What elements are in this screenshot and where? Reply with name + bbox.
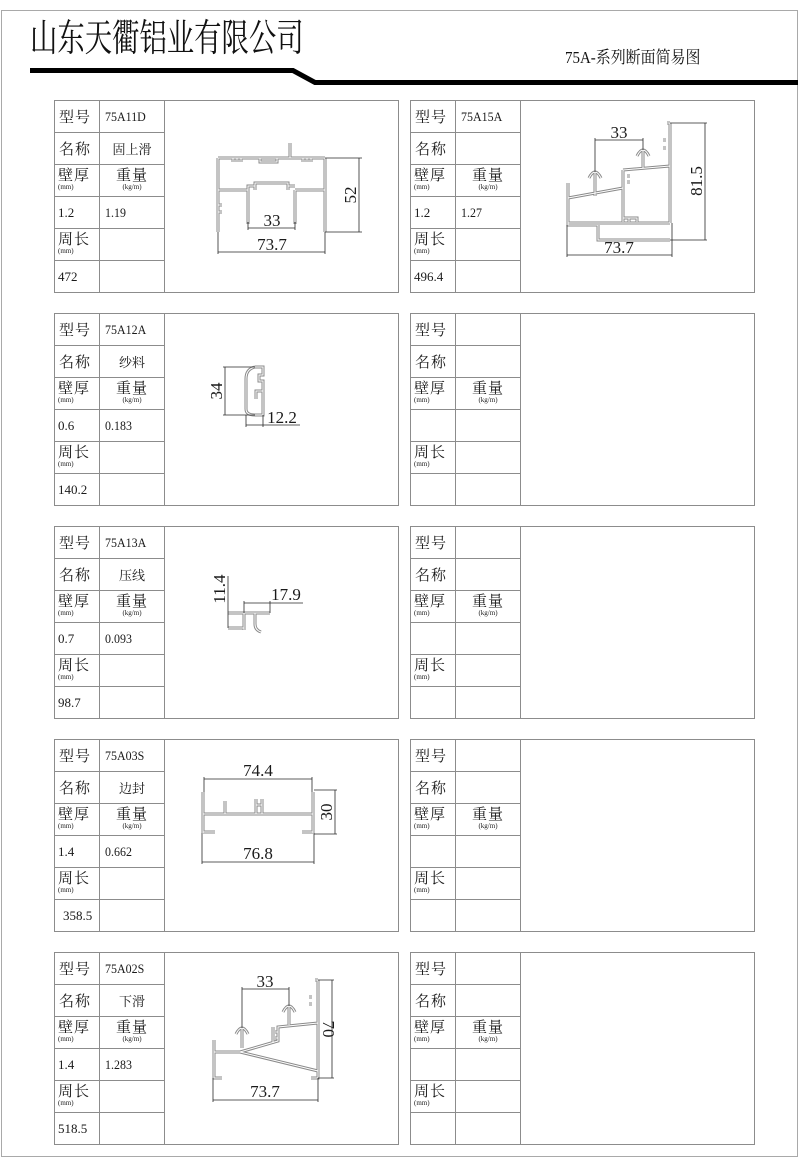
profile-card-empty xyxy=(410,313,744,506)
name-value xyxy=(456,985,521,1017)
wall-thickness-label: 壁厚 (mm) xyxy=(55,804,100,836)
wall-thickness-value: 1.2 xyxy=(55,197,100,229)
dim-height: 52 xyxy=(341,186,360,204)
empty-cell xyxy=(456,1113,521,1145)
wall-thickness-value: 1.2 xyxy=(411,197,456,229)
series-subtitle: 75A-系列断面简易图 xyxy=(565,48,701,67)
model-value: 75A02S xyxy=(100,953,160,985)
name-value xyxy=(456,559,521,591)
wall-thickness-value xyxy=(411,410,456,442)
name-value xyxy=(456,772,521,804)
model-label: 型号 xyxy=(55,314,100,346)
dim-inner-width: 33 xyxy=(263,211,281,230)
dim-width: 12.2 xyxy=(267,408,297,427)
weight-label: 重量 (kg/m) xyxy=(456,165,521,197)
perimeter-value: 140.2 xyxy=(55,474,100,506)
weight-value: 0.093 xyxy=(100,623,160,655)
perimeter-value: 518.5 xyxy=(55,1113,100,1145)
dim-height: 81.5 xyxy=(687,166,706,196)
wall-thickness-value: 0.7 xyxy=(55,623,100,655)
profile-card-75a13a xyxy=(54,526,388,719)
name-label: 名称 xyxy=(55,559,100,591)
wall-thickness-label: 壁厚 (mm) xyxy=(55,1017,100,1049)
name-label: 名称 xyxy=(55,772,100,804)
model-label: 型号 xyxy=(55,953,100,985)
weight-value xyxy=(456,623,516,655)
section-drawing-cell xyxy=(521,953,755,1145)
section-drawing-75a12a xyxy=(155,313,388,506)
model-label: 型号 xyxy=(411,953,456,985)
name-value: 压线 xyxy=(100,559,165,591)
perimeter-label: 周长 (mm) xyxy=(55,868,100,900)
empty-cell xyxy=(456,655,521,687)
dim-height: 30 xyxy=(317,803,336,821)
perimeter-label: 周长 (mm) xyxy=(411,868,456,900)
profile-card-empty xyxy=(410,952,744,1145)
wall-thickness-label: 壁厚 (mm) xyxy=(55,591,100,623)
section-drawing-cell xyxy=(521,740,755,932)
weight-value: 1.283 xyxy=(100,1049,160,1081)
perimeter-label: 周长 (mm) xyxy=(55,655,100,687)
weight-label: 重量 (kg/m) xyxy=(100,591,165,623)
model-value: 75A11D xyxy=(100,101,160,133)
empty-cell xyxy=(456,1081,521,1113)
model-label: 型号 xyxy=(411,527,456,559)
name-value: 纱料 xyxy=(100,346,165,378)
perimeter-value xyxy=(411,474,456,506)
dim-inner-width: 33 xyxy=(256,972,274,991)
model-value xyxy=(456,953,516,985)
model-value: 75A13A xyxy=(100,527,160,559)
model-value xyxy=(456,740,516,772)
empty-cell xyxy=(456,687,521,719)
dim-width: 73.7 xyxy=(604,238,634,257)
name-label: 名称 xyxy=(55,346,100,378)
perimeter-label: 周长 (mm) xyxy=(55,229,100,261)
name-value: 边封 xyxy=(100,772,165,804)
model-label: 型号 xyxy=(411,314,456,346)
wall-thickness-value: 1.4 xyxy=(55,1049,100,1081)
section-drawing-cell xyxy=(521,527,755,719)
profile-card-75a11d xyxy=(54,100,388,293)
model-label: 型号 xyxy=(55,101,100,133)
empty-cell xyxy=(456,474,521,506)
perimeter-label: 周长 (mm) xyxy=(55,442,100,474)
name-label: 名称 xyxy=(411,985,456,1017)
dim-width: 73.7 xyxy=(250,1082,280,1101)
profile-card-75a03s xyxy=(54,739,388,932)
dim-height: 34 xyxy=(207,382,226,400)
perimeter-value: 472 xyxy=(55,261,100,293)
name-label: 名称 xyxy=(411,772,456,804)
company-title: 山东天衢铝业有限公司 xyxy=(30,16,304,60)
weight-label: 重量 (kg/m) xyxy=(100,378,165,410)
wall-thickness-label: 壁厚 (mm) xyxy=(411,378,456,410)
weight-value: 1.19 xyxy=(100,197,160,229)
wall-thickness-label: 壁厚 (mm) xyxy=(411,1017,456,1049)
wall-thickness-label: 壁厚 (mm) xyxy=(411,591,456,623)
model-value: 75A15A xyxy=(456,101,516,133)
name-label: 名称 xyxy=(411,559,456,591)
dim-inner-width: 33 xyxy=(610,123,628,142)
weight-value: 1.27 xyxy=(456,197,516,229)
weight-label: 重量 (kg/m) xyxy=(456,804,521,836)
section-drawing-75a13a xyxy=(155,526,388,719)
perimeter-value xyxy=(411,900,456,932)
empty-cell xyxy=(456,442,521,474)
name-label: 名称 xyxy=(411,346,456,378)
model-label: 型号 xyxy=(55,740,100,772)
profile-card-75a15a xyxy=(410,100,744,293)
perimeter-value xyxy=(411,687,456,719)
perimeter-label: 周长 (mm) xyxy=(411,442,456,474)
perimeter-label: 周长 (mm) xyxy=(411,655,456,687)
wall-thickness-label: 壁厚 (mm) xyxy=(411,804,456,836)
perimeter-label: 周长 (mm) xyxy=(411,1081,456,1113)
wall-thickness-label: 壁厚 (mm) xyxy=(55,378,100,410)
wall-thickness-label: 壁厚 (mm) xyxy=(55,165,100,197)
section-drawing-75a15a xyxy=(511,100,744,293)
empty-cell xyxy=(456,900,521,932)
perimeter-label: 周长 (mm) xyxy=(55,1081,100,1113)
name-label: 名称 xyxy=(55,985,100,1017)
empty-cell xyxy=(456,868,521,900)
weight-label: 重量 (kg/m) xyxy=(100,165,165,197)
wall-thickness-value: 0.6 xyxy=(55,410,100,442)
perimeter-value: 358.5 xyxy=(55,900,100,932)
dim-height: 70 xyxy=(319,1020,338,1038)
name-value: 下滑 xyxy=(100,985,165,1017)
wall-thickness-value xyxy=(411,623,456,655)
wall-thickness-value xyxy=(411,1049,456,1081)
name-label: 名称 xyxy=(55,133,100,165)
section-drawing-75a11d xyxy=(155,100,388,293)
perimeter-value: 98.7 xyxy=(55,687,100,719)
dim-height: 11.4 xyxy=(210,574,229,604)
dim-width: 17.9 xyxy=(271,585,301,604)
section-drawing-75a03s xyxy=(155,739,388,932)
name-label: 名称 xyxy=(411,133,456,165)
name-value xyxy=(456,346,521,378)
weight-label: 重量 (kg/m) xyxy=(100,804,165,836)
weight-value: 0.662 xyxy=(100,836,160,868)
model-value xyxy=(456,314,516,346)
profile-card-empty xyxy=(410,526,744,719)
dim-width: 73.7 xyxy=(257,235,287,254)
section-drawing-75a02s xyxy=(155,952,388,1145)
weight-label: 重量 (kg/m) xyxy=(456,591,521,623)
weight-label: 重量 (kg/m) xyxy=(456,378,521,410)
weight-value xyxy=(456,1049,516,1081)
model-label: 型号 xyxy=(55,527,100,559)
weight-value xyxy=(456,410,516,442)
dim-top-width: 74.4 xyxy=(243,761,273,780)
model-value: 75A12A xyxy=(100,314,160,346)
perimeter-label: 周长 (mm) xyxy=(411,229,456,261)
section-drawing-cell xyxy=(521,314,755,506)
model-label: 型号 xyxy=(411,740,456,772)
profile-card-75a02s xyxy=(54,952,388,1145)
model-label: 型号 xyxy=(411,101,456,133)
model-value: 75A03S xyxy=(100,740,160,772)
wall-thickness-value: 1.4 xyxy=(55,836,100,868)
profile-card-empty xyxy=(410,739,744,932)
name-value: 固上滑 xyxy=(100,133,165,165)
model-value xyxy=(456,527,516,559)
wall-thickness-value xyxy=(411,836,456,868)
dim-width: 76.8 xyxy=(243,844,273,863)
weight-label: 重量 (kg/m) xyxy=(456,1017,521,1049)
weight-value xyxy=(456,836,516,868)
weight-value: 0.183 xyxy=(100,410,160,442)
perimeter-value: 496.4 xyxy=(411,261,456,293)
perimeter-value xyxy=(411,1113,456,1145)
wall-thickness-label: 壁厚 (mm) xyxy=(411,165,456,197)
profile-card-75a12a xyxy=(54,313,388,506)
weight-label: 重量 (kg/m) xyxy=(100,1017,165,1049)
